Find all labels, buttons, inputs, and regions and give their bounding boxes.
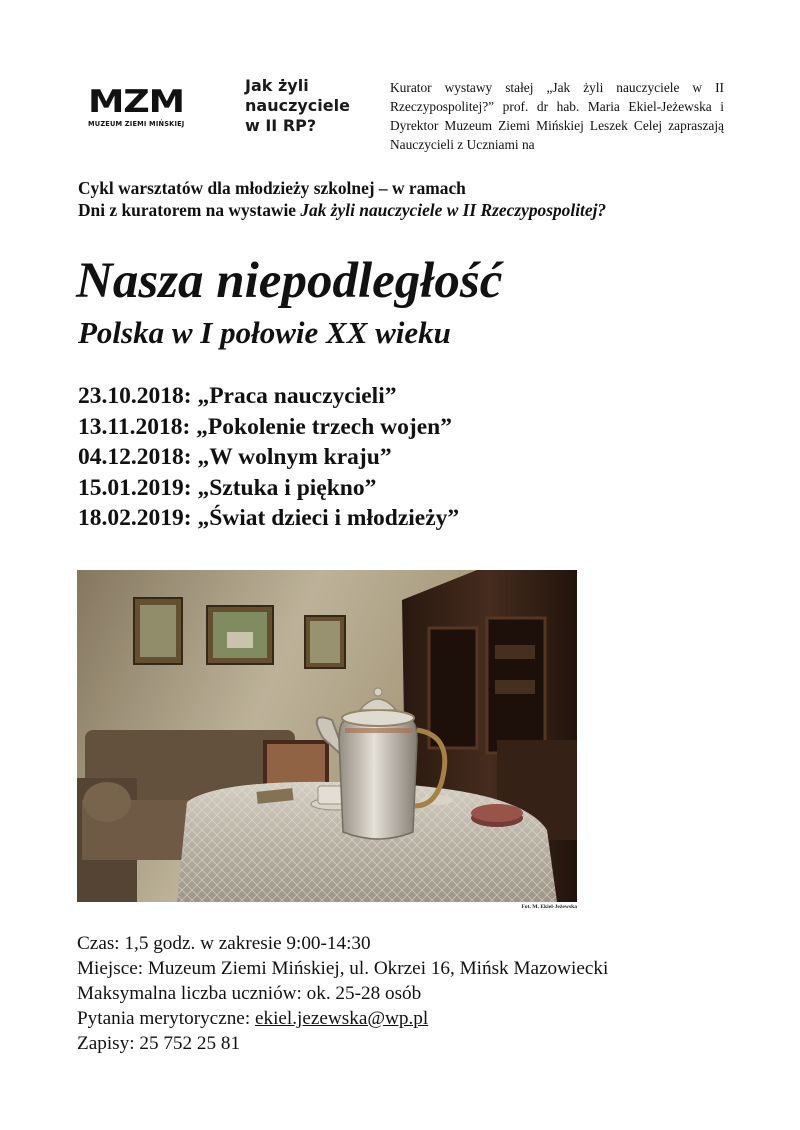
detail-time: Czas: 1,5 godz. w zakresie 9:00-14:30 [77, 933, 371, 954]
page-subtitle: Polska w I połowie XX wieku [78, 315, 451, 350]
exhibit-title-line: nauczyciele [245, 96, 350, 115]
cycle-line-2-prefix: Dni z kuratorem na wystawie [78, 200, 301, 220]
exhibit-title [245, 76, 365, 136]
intro-paragraph: Kurator wystawy stałej „Jak żyli nauczyciele w II Rzeczypospolitej?” prof. dr hab. Maria Ekiel-Jeżewska i Dyrektor Muzeum Ziemi Mińskiej Leszek Celej zapraszają Nauczycieli z Uczniami na [390, 80, 724, 152]
museum-logo [88, 86, 202, 132]
logo-mark: MZM [88, 84, 184, 120]
detail-capacity: Maksymalna liczba uczniów: ok. 25-28 osób [77, 983, 422, 1004]
questions-label: Pytania merytoryczne: [77, 1008, 255, 1029]
photo-credit: Fot. M. Ekiel-Jeżewska [521, 904, 577, 910]
logo-subtitle: MUZEUM ZIEMI MIŃSKIEJ [88, 120, 185, 128]
cycle-line-2 [78, 199, 758, 221]
exhibit-title-line: Jak żyli [245, 76, 309, 95]
page-title: Nasza niepodległość [76, 253, 503, 309]
session-item: 18.02.2019: „Świat dzieci i młodzieży” [78, 505, 460, 531]
cycle-exhibition-name: Jak żyli nauczyciele w II Rzeczypospolitej? [300, 200, 607, 220]
detail-place: Miejsce: Muzeum Ziemi Mińskiej, ul. Okrzei 16, Mińsk Mazowiecki [77, 958, 609, 979]
session-list [78, 381, 459, 534]
detail-questions [77, 1006, 608, 1031]
cycle-line-1: Cykl warsztatów dla młodzieży szkolnej – w ramach [78, 178, 466, 198]
session-item: 23.10.2018: „Praca nauczycieli” [78, 383, 397, 409]
contact-email-link[interactable]: ekiel.jezewska@wp.pl [254, 1008, 429, 1029]
exhibit-title-line: w II RP? [245, 116, 317, 135]
workshop-cycle [78, 177, 758, 221]
session-item: 15.01.2019: „Sztuka i piękno” [78, 474, 377, 501]
event-details [77, 931, 608, 1056]
session-item: 04.12.2018: „W wolnym kraju” [78, 444, 392, 470]
detail-registration: Zapisy: 25 752 25 81 [77, 1033, 241, 1054]
interior-photo [77, 570, 577, 902]
session-item: 13.11.2018: „Pokolenie trzech wojen” [78, 413, 452, 440]
